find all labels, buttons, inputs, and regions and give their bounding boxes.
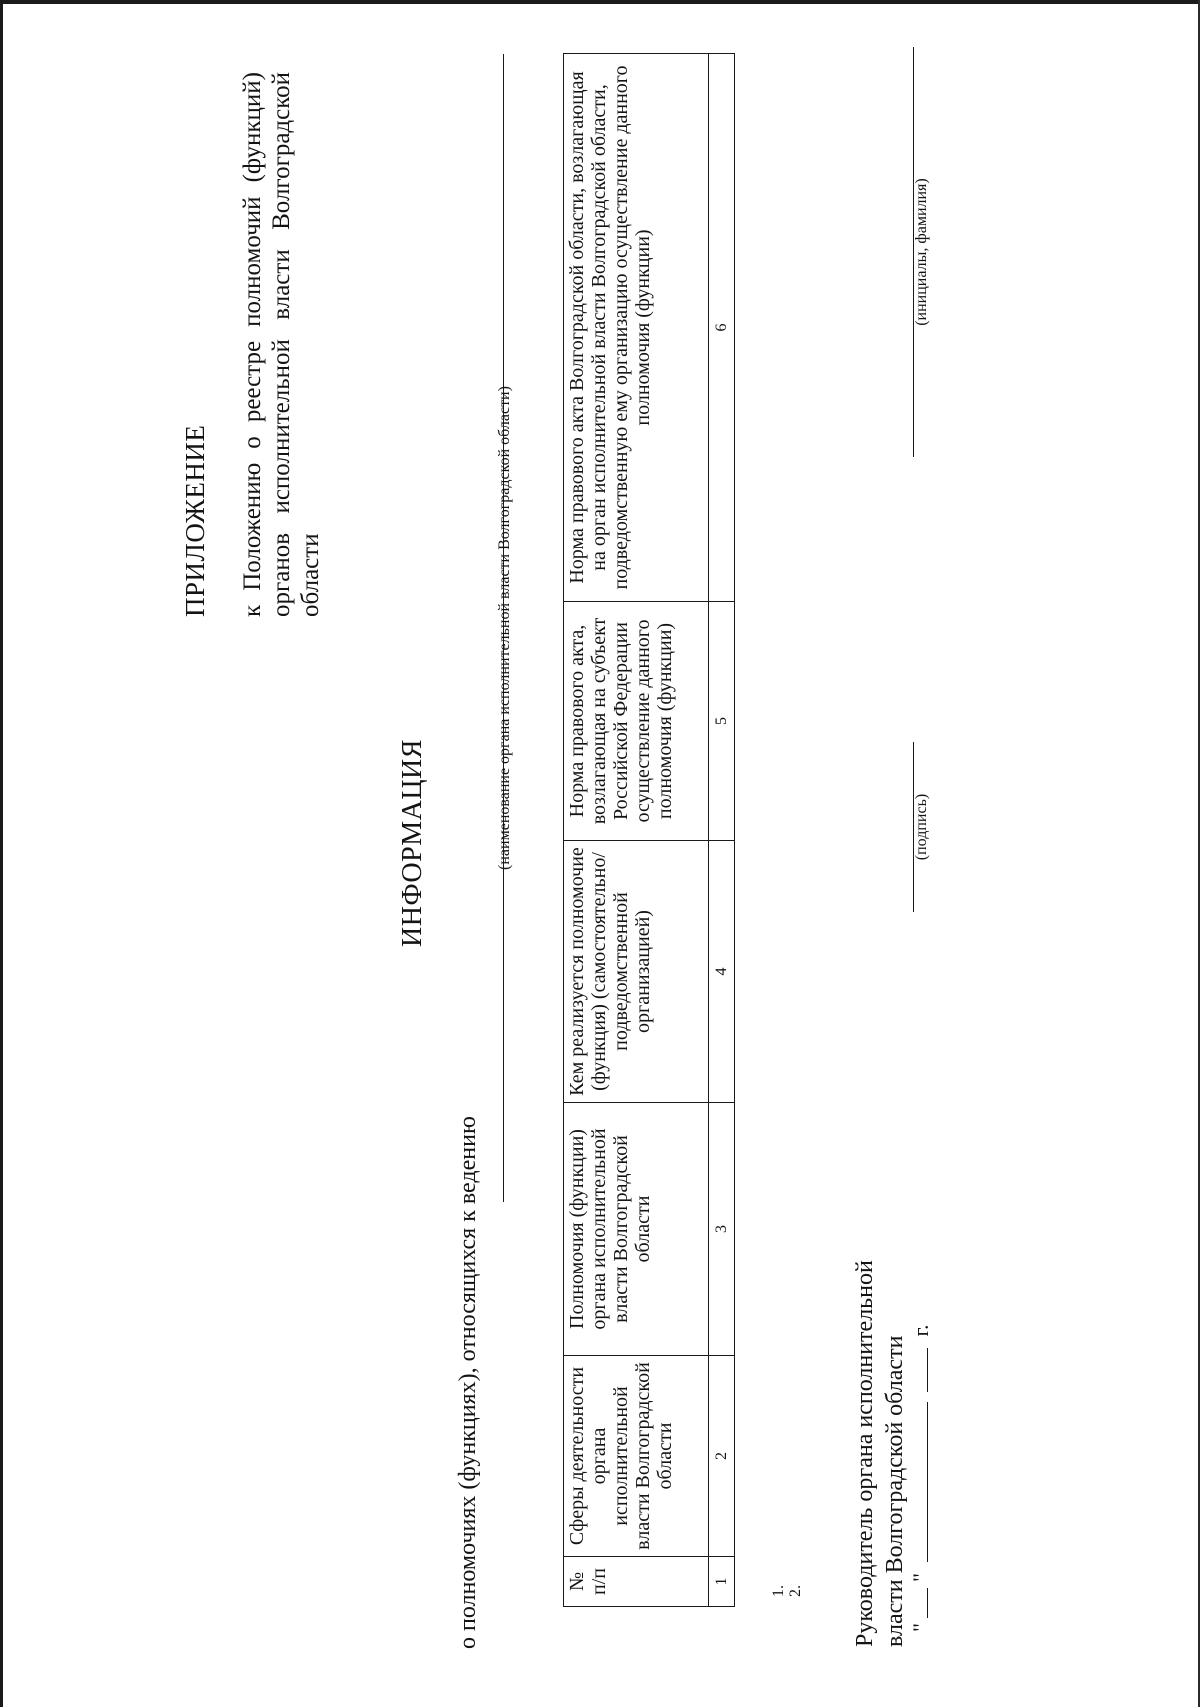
- header-cell-number: № п/п: [564, 1557, 709, 1607]
- column-number: 1: [709, 1557, 735, 1607]
- column-number: 3: [709, 1103, 735, 1356]
- row-index: 2.: [787, 1585, 804, 1597]
- column-number: 4: [709, 841, 735, 1103]
- name-caption: (инициалы, фамилия): [913, 178, 930, 326]
- row-index: 1.: [770, 1585, 787, 1597]
- header-cell-sphere: Сферы деятельности органа исполнительной власти Волгоградской области: [564, 1356, 709, 1557]
- date-quote-open: ": [908, 1623, 933, 1632]
- year-suffix: г.: [908, 1324, 933, 1337]
- document-subtitle: о полномочиях (функциях), относящихся к ведению: [455, 1116, 481, 1649]
- year-blank: [927, 1348, 928, 1392]
- date-quote-close: ": [908, 1573, 933, 1583]
- table-header-row: [564, 54, 709, 1607]
- column-number: 2: [709, 1356, 735, 1557]
- appendix-title: ПРИЛОЖЕНИЕ: [180, 424, 210, 617]
- column-number: 5: [709, 602, 735, 841]
- month-blank: [927, 1402, 928, 1562]
- date-field: [908, 1324, 934, 1632]
- header-cell-federal-norm: Норма правового акта, возлагающая на субъект Российской Федерации осуществление данного полномочия (функции): [564, 602, 709, 841]
- powers-table: [563, 53, 735, 1607]
- signature-caption: (подпись): [913, 793, 930, 861]
- header-cell-regional-norm: Норма правового акта Волгоградской области, возлагающая на орган исполнительной власти Волгоградской области, подведомственную ему организацию осуществление данного полномочия (функции): [564, 54, 709, 602]
- header-cell-powers: Полномочия (функции) органа исполнительной власти Волгоградской области: [564, 1103, 709, 1356]
- column-number: 6: [709, 54, 735, 602]
- day-blank: [927, 1588, 928, 1618]
- header-cell-implementer: Кем реализуется полномочие (функция) (самостоятельно/ подведомственной организацией): [564, 841, 709, 1103]
- table-row-index-list: [770, 1585, 804, 1597]
- head-position-text: Руководитель органа исполнительной власти Волгоградской области: [852, 1260, 908, 1647]
- appendix-reference: к Положению о реестре полномочий (функций) органов исполнительной власти Волгоградской области: [239, 72, 324, 617]
- document-title: ИНФОРМАЦИЯ: [397, 739, 428, 947]
- head-position-label: [850, 1247, 910, 1647]
- table-column-number-row: [709, 54, 735, 1607]
- organization-name-caption: (наименование органа исполнительной власти Волгоградской области): [496, 386, 513, 870]
